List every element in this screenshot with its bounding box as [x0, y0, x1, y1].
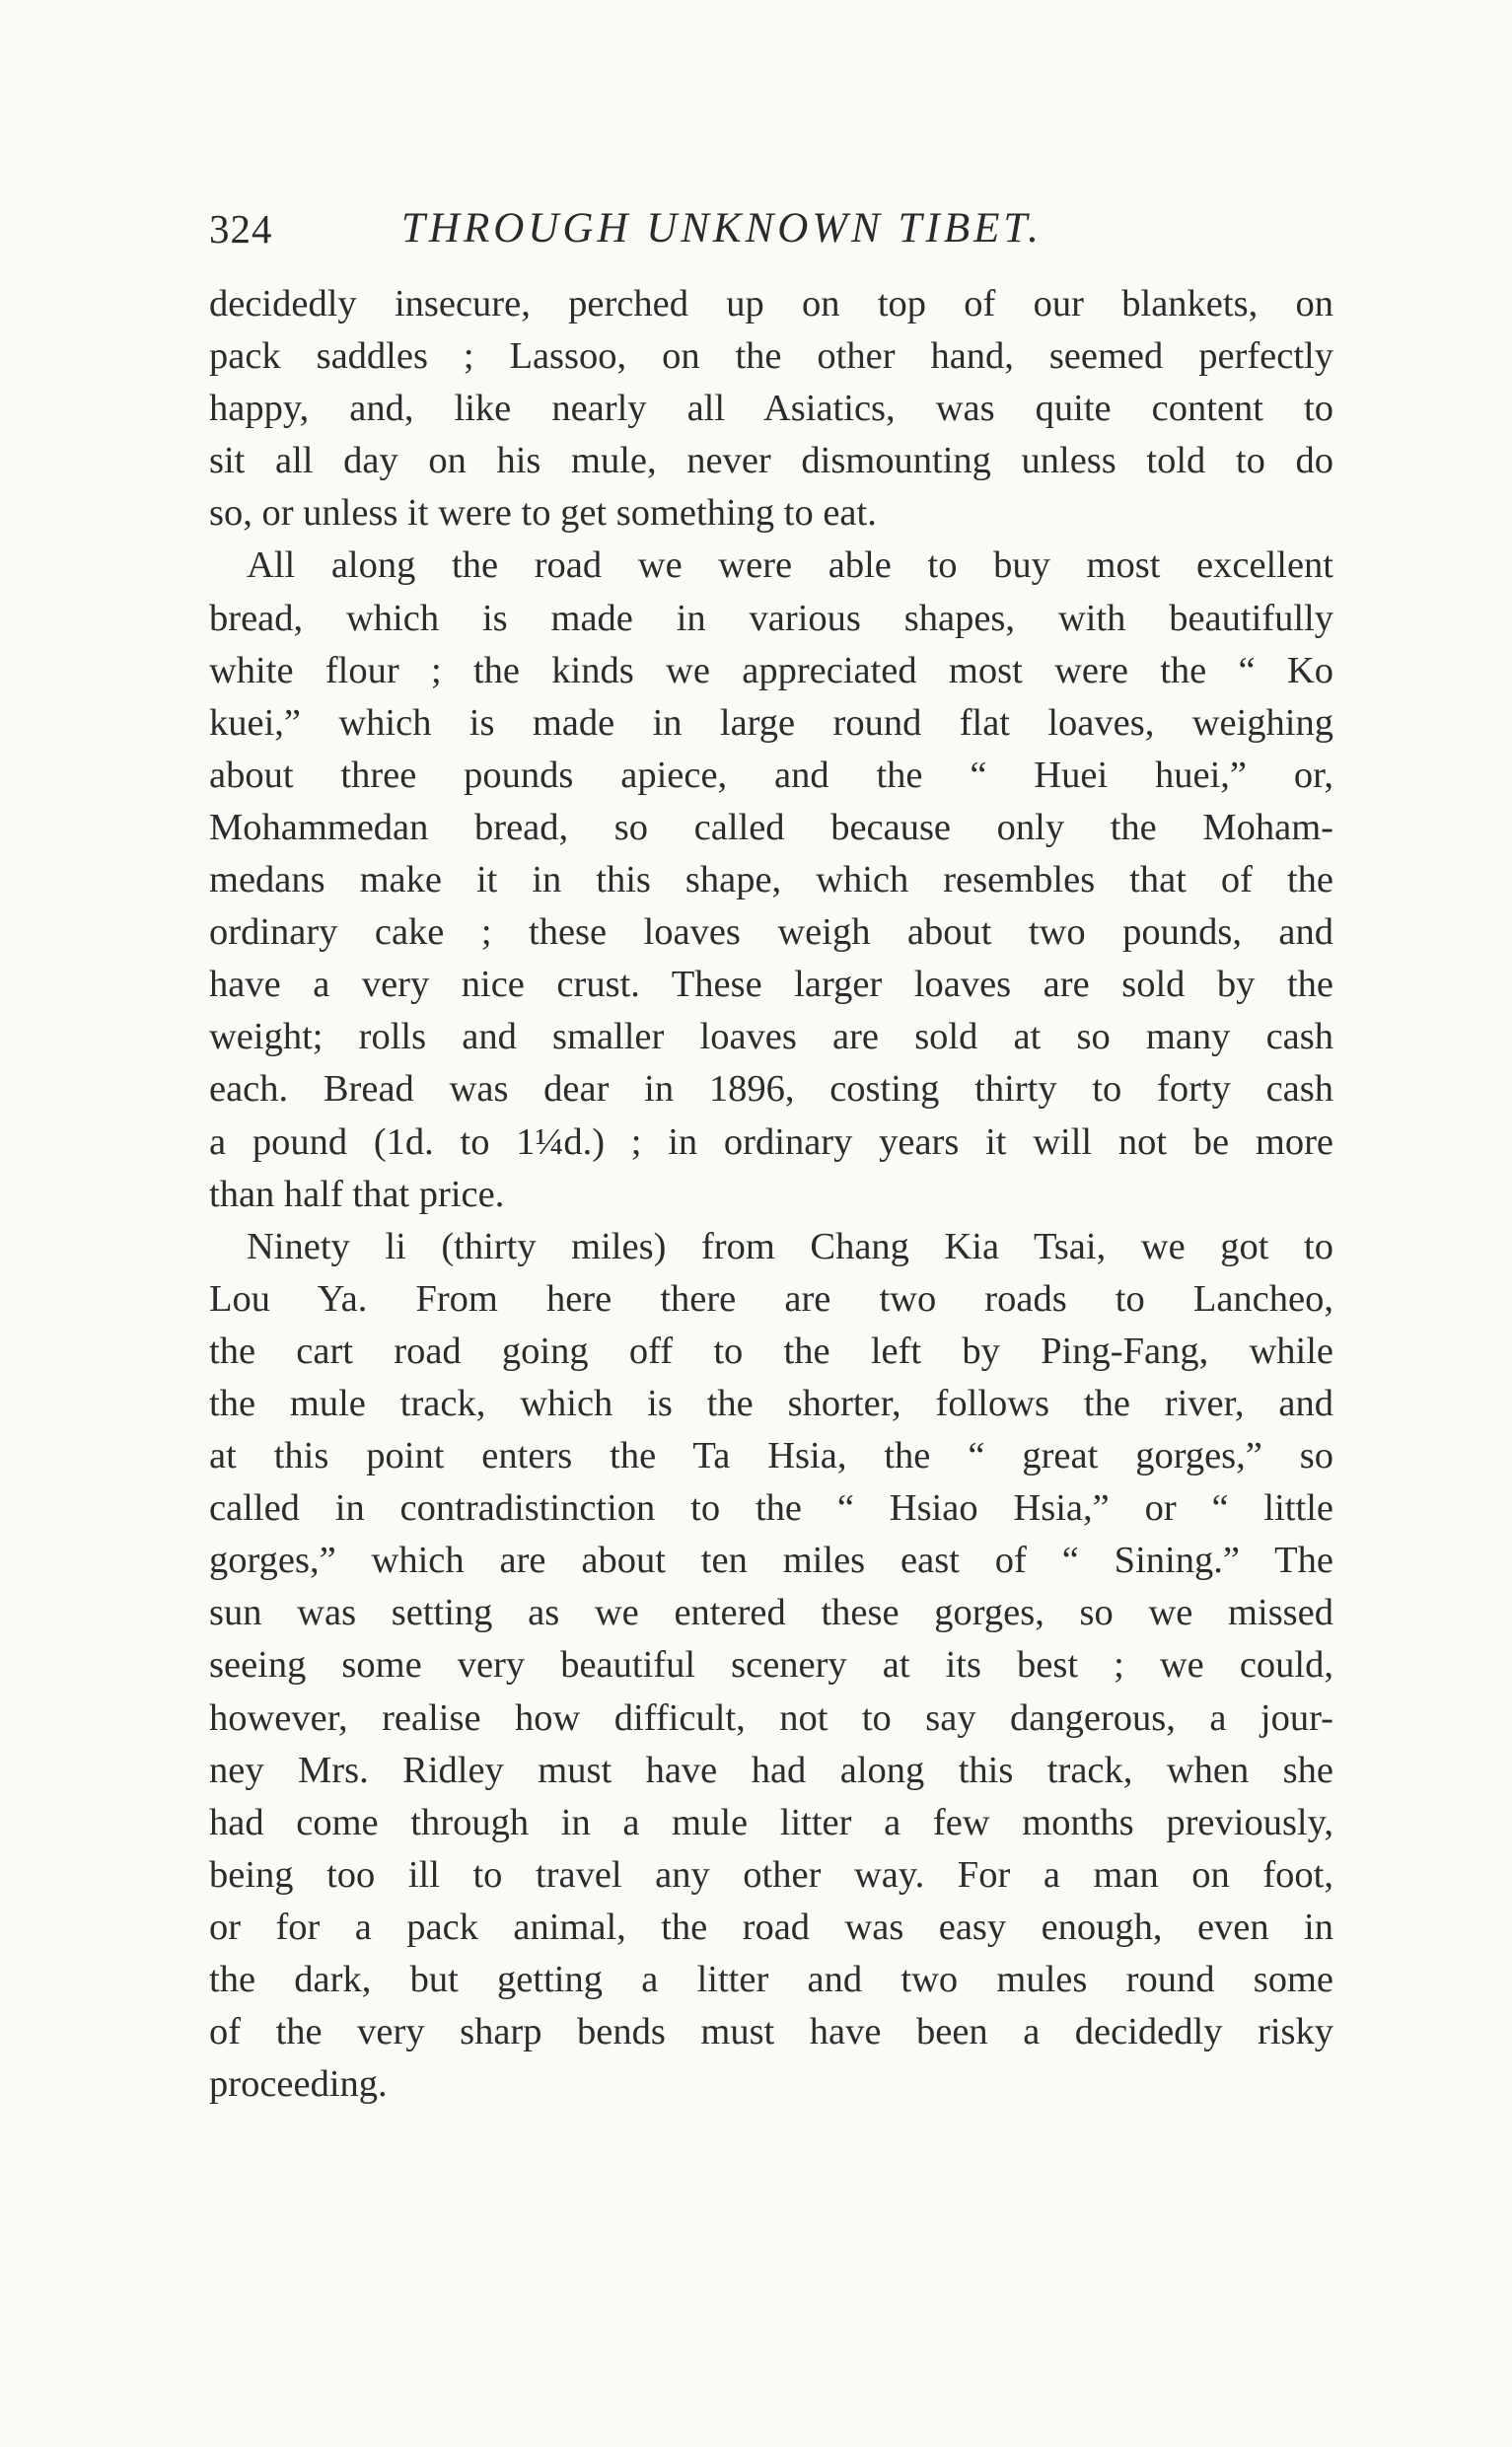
- text-line: Ninety li (thirty miles) from Chang Kia Tsai, we got to: [247, 1225, 1333, 1267]
- text-line: called in contradistinction to the “ Hsiao Hsia,” or “ little: [209, 1487, 1333, 1530]
- paragraph-2: [209, 540, 1333, 1220]
- text-line: or for a pack animal, the road was easy enough, even in: [209, 1906, 1333, 1948]
- text-line: at this point enters the Ta Hsia, the “ great gorges,” so: [209, 1435, 1333, 1477]
- text-line: bread, which is made in various shapes, with beautifully: [209, 597, 1333, 639]
- text-line: about three pounds apiece, and the “ Huei huei,” or,: [209, 754, 1333, 796]
- text-line: being too ill to travel any other way. For a man on foot,: [209, 1853, 1333, 1896]
- text-line: gorges,” which are about ten miles east of “ Sining.” The: [209, 1540, 1333, 1582]
- body-text: [209, 278, 1333, 2111]
- text-line: than half that price.: [209, 1173, 505, 1215]
- text-line: pack saddles ; Lassoo, on the other hand, seemed perfectly: [209, 335, 1333, 378]
- text-line: each. Bread was dear in 1896, costing thirty to forty cash: [209, 1068, 1333, 1111]
- text-line: so, or unless it were to get something to eat.: [209, 492, 877, 535]
- text-line: the mule track, which is the shorter, follows the river, and: [209, 1382, 1333, 1424]
- text-line: ordinary cake ; these loaves weigh about two pounds, and: [209, 911, 1333, 954]
- text-line: white flour ; the kinds we appreciated most were the “ Ko: [209, 649, 1333, 691]
- text-line: decidedly insecure, perched up on top of our blankets, on: [209, 283, 1333, 324]
- running-title: THROUGH UNKNOWN TIBET.: [401, 205, 1043, 252]
- text-line: kuei,” which is made in large round flat loaves, weighing: [209, 701, 1333, 744]
- text-line: however, realise how difficult, not to say dangerous, a jour-: [209, 1696, 1333, 1739]
- text-line: a pound (1d. to 1¼d.) ; in ordinary years it will not be more: [209, 1120, 1333, 1163]
- paragraph-1: [209, 278, 1333, 540]
- text-line: had come through in a mule litter a few months previously,: [209, 1801, 1333, 1843]
- text-line: sun was setting as we entered these gorges, so we missed: [209, 1592, 1333, 1634]
- text-line: sit all day on his mule, never dismounting unless told to do: [209, 440, 1333, 482]
- text-line: seeing some very beautiful scenery at its best ; we could,: [209, 1644, 1333, 1687]
- text-line: happy, and, like nearly all Asiatics, was quite content to: [209, 388, 1333, 430]
- paragraph-3: [209, 1221, 1333, 2112]
- text-line: Mohammedan bread, so called because only the Moham-: [209, 806, 1333, 848]
- text-line: All along the road we were able to buy most excellent: [247, 544, 1333, 587]
- text-line: proceeding.: [209, 2063, 388, 2106]
- text-line: Lou Ya. From here there are two roads to Lancheo,: [209, 1277, 1333, 1320]
- text-line: the dark, but getting a litter and two mules round some: [209, 1959, 1333, 2000]
- page-header: [209, 199, 1333, 258]
- text-line: weight; rolls and smaller loaves are sold at so many cash: [209, 1016, 1333, 1058]
- text-line: the cart road going off to the left by Ping-Fang, while: [209, 1330, 1333, 1372]
- text-line: of the very sharp bends must have been a decidedly risky: [209, 2011, 1333, 2053]
- text-line: medans make it in this shape, which resembles that of the: [209, 859, 1333, 901]
- text-line: have a very nice crust. These larger loaves are sold by the: [209, 964, 1333, 1006]
- page-number: 324: [209, 206, 273, 252]
- text-line: ney Mrs. Ridley must have had along this track, when she: [209, 1749, 1333, 1791]
